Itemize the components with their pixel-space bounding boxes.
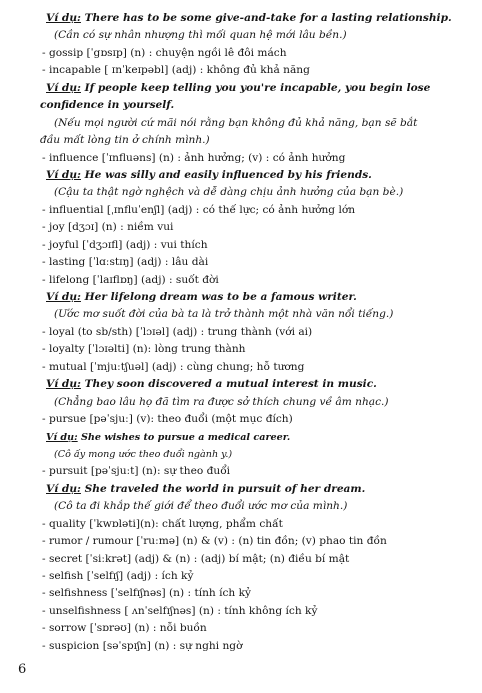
vocabulary-entry (40, 62, 470, 79)
line-text: - lasting [ˈlɑːstɪŋ] (adj) : lâu dài (42, 256, 209, 269)
vocabulary-entry (40, 463, 470, 480)
vocabulary-entry (40, 603, 470, 620)
example-sentence (40, 481, 470, 498)
line-text: - loyalty [ˈlɔɪəlti] (n): lòng trung thành (42, 343, 246, 356)
line-text: (Ước mơ suốt đời của bà ta là trở thành một nhà văn nổi tiếng.) (54, 308, 394, 321)
line-text: - quality [ˈkwɒləti](n): chất lượng, phẩm chất (42, 517, 283, 530)
vocabulary-entry (40, 551, 470, 568)
line-text: (Cần có sự nhân nhượng thì mối quan hệ mới lâu bền.) (54, 29, 347, 42)
line-text: (Cậu ta thật ngờ nghệch và dễ dàng chịu ảnh hưởng của bạn bè.) (54, 186, 404, 199)
line-text: đầu mất lòng tin ở chính mình.) (40, 134, 210, 147)
line-text: - pursuit [pəˈsjuːt] (n): sự theo đuổi (42, 465, 231, 478)
vocabulary-entry (40, 516, 470, 533)
line-text: - influential [ˌɪnfluˈenʃl] (adj) : có thế lực; có ảnh hưởng lớn (42, 203, 356, 216)
example-label: Ví dụ: (46, 12, 81, 24)
line-text: She traveled the world in pursuit of her dream. (80, 482, 366, 495)
example-label: Ví dụ: (46, 378, 81, 391)
line-text: (Chẳng bao lâu họ đã tìm ra được sở thích chung về âm nhạc.) (54, 395, 389, 408)
line-text: - gossip [ˈgɒsɪp] (n) : chuyện ngồi lê đôi mách (42, 46, 287, 59)
line-text: (Nếu mọi người cứ mãi nói rằng bạn không đủ khả năng, bạn sẽ bắt (54, 116, 418, 129)
vocabulary-entry (40, 533, 470, 550)
example-sentence (40, 167, 470, 184)
line-text: - rumor / rumour [ˈruːmə] (n) & (v) : (n) tin đồn; (v) phao tin đồn (42, 535, 387, 548)
line-text: - secret [ˈsiːkrət] (adj) & (n) : (adj) bí mật; (n) điều bí mật (42, 552, 350, 565)
example-translation (40, 446, 470, 463)
vocabulary-entry (40, 202, 470, 219)
line-text: - mutual [ˈmjuːtʃuəl] (adj) : cùng chung; hỗ tương (42, 360, 305, 373)
line-text: Her lifelong dream was to be a famous writer. (80, 291, 357, 303)
line-text: - loyal (to sb/sth) [ˈlɔɪəl] (adj) : trung thành (với ai) (42, 325, 313, 338)
line-text: They soon discovered a mutual interest in music. (80, 378, 377, 391)
page-number: 6 (18, 662, 27, 677)
example-translation-continued (40, 132, 470, 149)
line-text: - suspicion [səˈspɪʃn] (n) : sự nghi ngờ (42, 639, 243, 652)
line-text: - incapable [ ɪnˈkeɪpəbl] (adj) : không đủ khả năng (42, 64, 310, 77)
line-text: - joyful [ˈdʒɔɪfl] (adj) : vui thích (42, 238, 208, 251)
vocabulary-entry (40, 620, 470, 637)
example-label: Ví dụ: (46, 81, 81, 94)
line-text: - sorrow [ˈsɒrəʊ] (n) : nỗi buồn (42, 622, 207, 635)
line-text: (Cô ấy mong ước theo đuổi ngành y.) (54, 448, 233, 460)
example-translation (40, 184, 470, 201)
vocabulary-entry (40, 45, 470, 62)
line-text: - joy [dʒɔɪ] (n) : niềm vui (42, 221, 174, 234)
line-text: He was silly and easily influenced by his friends. (80, 168, 372, 181)
example-sentence (40, 80, 470, 97)
line-text: - pursue [pəˈsjuː] (v): theo đuổi (một mục đích) (42, 413, 293, 426)
example-sentence (40, 429, 470, 446)
example-label: Ví dụ: (46, 482, 81, 495)
line-text: She wishes to pursue a medical career. (77, 431, 291, 443)
line-text: (Cô ta đi khắp thế giới để theo đuổi ước mơ của mình.) (54, 500, 348, 513)
vocabulary-entry (40, 254, 470, 271)
vocabulary-entry (40, 341, 470, 358)
example-sentence (40, 10, 470, 27)
example-translation (40, 27, 470, 44)
vocabulary-list (40, 10, 470, 655)
example-translation (40, 306, 470, 323)
example-label: Ví dụ: (46, 291, 81, 303)
vocabulary-entry (40, 638, 470, 655)
vocabulary-entry (40, 568, 470, 585)
vocabulary-entry (40, 411, 470, 428)
example-label: Ví dụ: (46, 168, 81, 181)
example-label: Ví dụ: (46, 431, 78, 443)
line-text: confidence in yourself. (40, 99, 175, 112)
example-translation (40, 498, 470, 515)
vocabulary-entry (40, 219, 470, 236)
vocabulary-entry (40, 324, 470, 341)
example-translation (40, 394, 470, 411)
line-text: If people keep telling you you're incapable, you begin lose (80, 81, 431, 94)
vocabulary-entry (40, 150, 470, 167)
example-sentence-continued (40, 97, 470, 114)
line-text: There has to be some give-and-take for a lasting relationship. (80, 12, 452, 24)
line-text: - unselfishness [ ʌnˈselfɪʃnəs] (n) : tính không ích kỷ (42, 604, 318, 617)
example-translation (40, 115, 470, 132)
example-sentence (40, 376, 470, 393)
example-sentence (40, 289, 470, 306)
vocabulary-entry (40, 359, 470, 376)
line-text: - selfishness [ˈselfɪʃnəs] (n) : tính ích kỷ (42, 587, 252, 600)
vocabulary-entry (40, 585, 470, 602)
vocabulary-entry (40, 237, 470, 254)
line-text: - influence [ˈɪnfluəns] (n) : ảnh hưởng; (v) : có ảnh hưởng (42, 151, 346, 164)
line-text: - selfish [ˈselfɪʃ] (adj) : ích kỷ (42, 570, 194, 582)
line-text: - lifelong [ˈlaɪflɒŋ] (adj) : suốt đời (42, 273, 219, 286)
vocabulary-entry (40, 272, 470, 289)
